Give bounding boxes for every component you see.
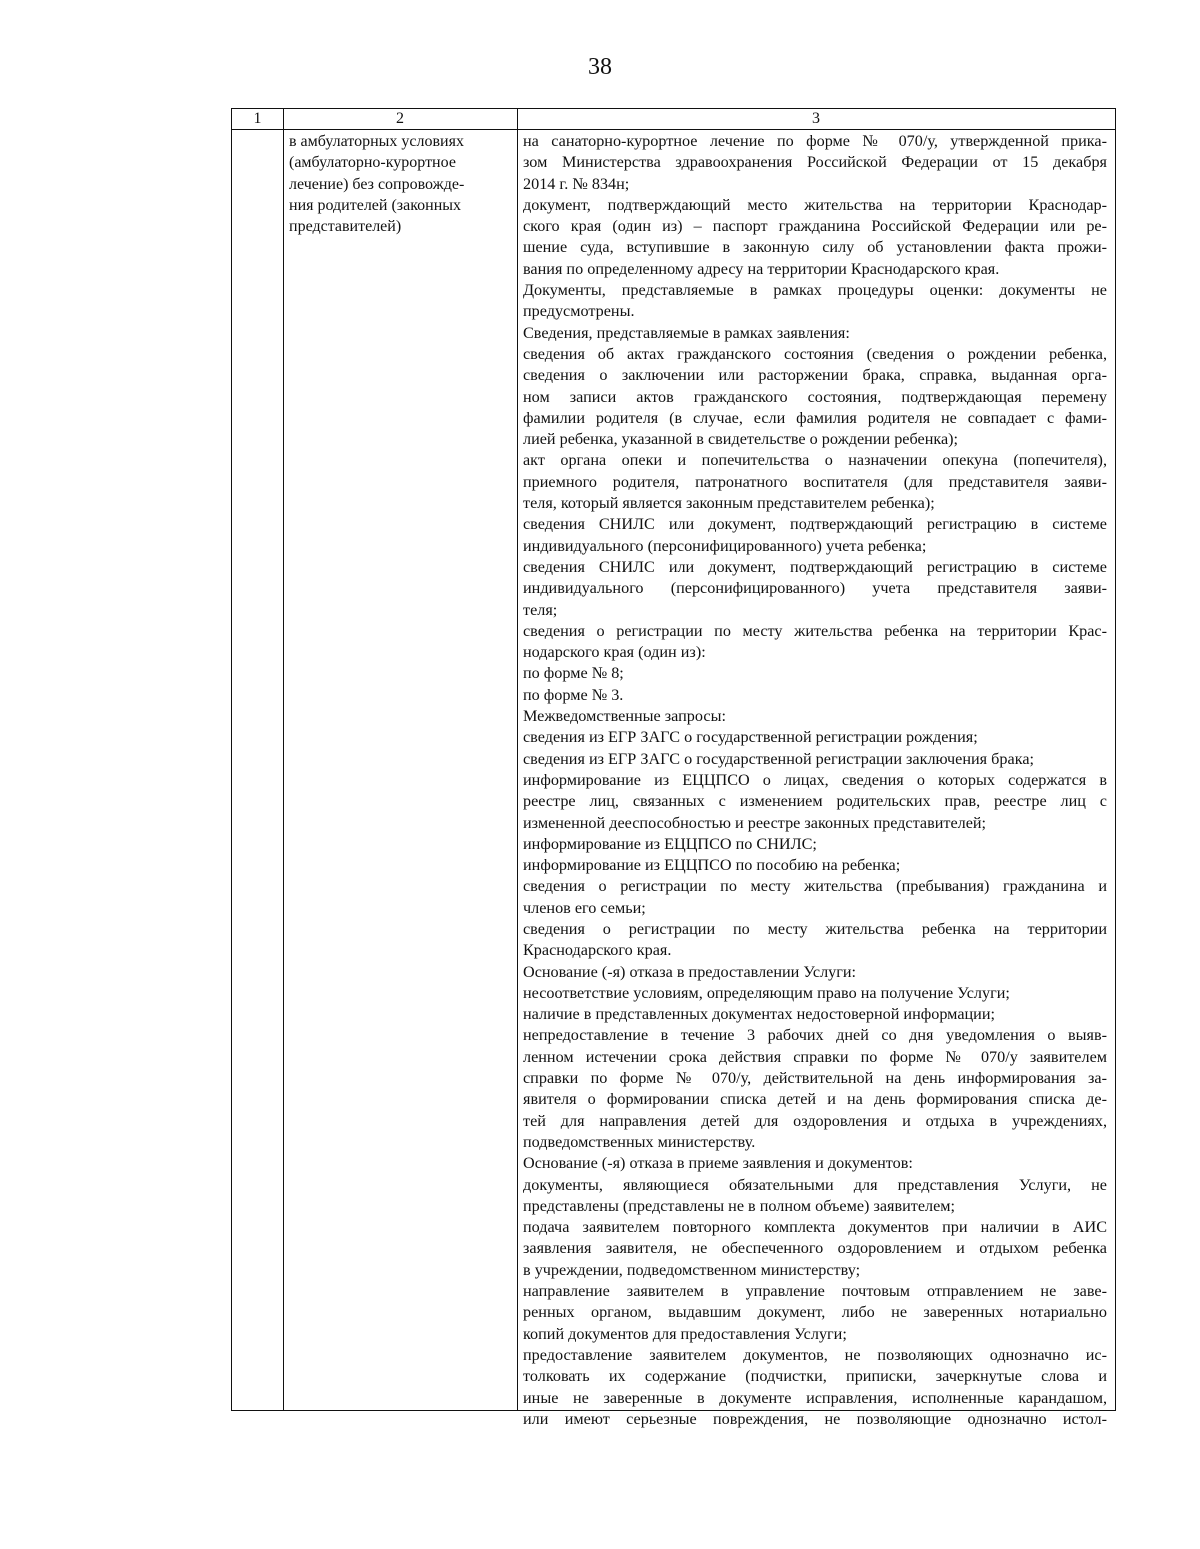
column-3-line: ленном истечении срока действия справки по форме № 070/у заявителем <box>523 1047 1107 1066</box>
column-3-line: ренных органом, выдавшим документ, либо не заверенных нотариально <box>523 1303 1107 1322</box>
header-divider <box>232 129 1115 130</box>
column-3-cell <box>523 131 1107 1430</box>
column-3-line: фамилии родителя (в случае, если фамилия родителя не совпадает с фами- <box>523 408 1107 427</box>
column-2-line: представителей) <box>289 218 402 236</box>
column-header-2: 2 <box>396 110 404 127</box>
column-3-line: явителя о формировании списка детей и на день формирования списка де- <box>523 1090 1107 1109</box>
column-3-line: нодарского края (один из): <box>523 643 706 662</box>
column-3-line: Сведения, представляемые в рамках заявления: <box>523 323 850 342</box>
column-3-line: непредоставление в течение 3 рабочих дней со дня уведомления о выяв- <box>523 1026 1107 1045</box>
column-2-cell <box>289 131 511 237</box>
column-3-line: в учреждении, подведомственном министерству; <box>523 1260 861 1279</box>
column-3-line: членов его семьи; <box>523 898 646 917</box>
column-3-line: 2014 г. № 834н; <box>523 174 630 193</box>
column-3-line: копий документов для предоставления Услуги; <box>523 1324 847 1343</box>
column-3-line: тей для направления детей для оздоровления и отдыха в учреждениях, <box>523 1111 1107 1130</box>
column-3-line: Основание (-я) отказа в предоставлении Услуги: <box>523 962 857 981</box>
column-3-line: индивидуального (персонифицированного) учета ребенка; <box>523 536 927 555</box>
column-3-line: ном записи актов гражданского состояния, подтверждающая перемену <box>523 387 1107 406</box>
column-3-line: приемного родителя, патронатного воспитателя (для представителя заяви- <box>523 472 1107 491</box>
column-3-line: сведения о регистрации по месту жительства (пребывания) гражданина и <box>523 877 1107 896</box>
column-header-3: 3 <box>812 110 820 127</box>
column-3-line: документ, подтверждающий место жительства на территории Краснодар- <box>523 195 1107 214</box>
column-3-line: сведения об актах гражданского состояния (сведения о рождении ребенка, <box>523 344 1107 363</box>
column-3-line: теля, который является законным представителем ребенка); <box>523 494 935 513</box>
column-3-line: по форме № 8; <box>523 664 624 683</box>
column-divider-1 <box>283 109 284 1410</box>
column-header-1: 1 <box>253 110 262 127</box>
document-table <box>231 108 1116 1428</box>
column-3-line: толковать их содержание (подчистки, приписки, зачеркнутые слова и <box>523 1367 1107 1386</box>
column-3-line: шение суда, вступившие в законную силу об установлении факта прожи- <box>523 238 1107 257</box>
column-divider-2 <box>517 109 518 1410</box>
column-3-line: акт органа опеки и попечительства о назначении опекуна (попечителя), <box>523 451 1107 470</box>
column-3-line: подведомственных министерству. <box>523 1132 756 1151</box>
column-3-line: Межведомственные запросы: <box>523 707 726 726</box>
page-number: 38 <box>588 54 612 80</box>
column-3-line: информирование из ЕЦЦПСО по СНИЛС; <box>523 834 817 853</box>
column-3-line: измененной дееспособностью и реестре законных представителей; <box>523 813 987 832</box>
column-3-line: реестре лиц, связанных с изменением родительских прав, реестре лиц с <box>523 792 1107 811</box>
column-3-line: представлены (представлены не в полном объеме) заявителем; <box>523 1196 956 1215</box>
column-3-line: лией ребенка, указанной в свидетельстве о рождении ребенка); <box>523 430 959 449</box>
column-3-line: предоставление заявителем документов, не позволяющих однозначно ис- <box>523 1345 1107 1364</box>
column-3-line: или имеют серьезные повреждения, не позволяющие однозначно истол- <box>523 1409 1107 1428</box>
column-2-line: (амбулаторно-курортное <box>289 154 456 172</box>
column-3-line: на санаторно-курортное лечение по форме № 070/у, утвержденной прика- <box>523 132 1107 150</box>
column-2-line: лечение) без сопровожде- <box>289 175 465 193</box>
column-2-line: в амбулаторных условиях <box>289 133 464 150</box>
column-3-line: справки по форме № 070/у, действительной на день информирования за- <box>523 1069 1107 1088</box>
column-2-line: ния родителей (законных <box>289 196 462 214</box>
column-3-line: сведения СНИЛС или документ, подтверждающий регистрацию в системе <box>523 515 1107 534</box>
column-3-line: иные не заверенные в документе исправления, исполненные карандашом, <box>523 1388 1107 1407</box>
column-3-line: документы, являющиеся обязательными для представления Услуги, не <box>523 1175 1107 1194</box>
column-3-line: Краснодарского края. <box>523 941 672 960</box>
column-3-line: сведения СНИЛС или документ, подтверждающий регистрацию в системе <box>523 557 1107 576</box>
column-3-line: Документы, представляемые в рамках процедуры оценки: документы не <box>523 281 1107 300</box>
column-3-line: сведения о заключении или расторжении брака, справка, выданная орга- <box>523 366 1107 385</box>
column-3-line: вания по определенному адресу на территории Краснодарского края. <box>523 259 1000 278</box>
column-3-line: направление заявителем в управление почтовым отправлением не заве- <box>523 1282 1107 1301</box>
column-3-line: предусмотрены. <box>523 302 635 321</box>
column-3-line: сведения из ЕГР ЗАГС о государственной регистрации рождения; <box>523 728 978 747</box>
column-3-line: сведения о регистрации по месту жительства ребенка на территории Крас- <box>523 621 1107 640</box>
column-3-line: сведения из ЕГР ЗАГС о государственной регистрации заключения брака; <box>523 749 1034 768</box>
column-3-line: подача заявителем повторного комплекта документов при наличии в АИС <box>523 1218 1107 1237</box>
column-3-line: индивидуального (персонифицированного) учета представителя заяви- <box>523 579 1107 598</box>
column-3-line: зом Министерства здравоохранения Российской Федерации от 15 декабря <box>523 153 1107 172</box>
column-3-line: наличие в представленных документах недостоверной информации; <box>523 1005 995 1024</box>
column-3-line: сведения о регистрации по месту жительства ребенка на территории <box>523 919 1107 938</box>
column-3-line: теля; <box>523 600 558 619</box>
column-3-line: заявления заявителя, не обеспеченного оздоровлением и отдыхом ребенка <box>523 1239 1107 1258</box>
column-3-line: ского края (один из) – паспорт гражданина Российской Федерации или ре- <box>523 217 1107 236</box>
column-3-line: информирование из ЕЦЦПСО о лицах, сведения о которых содержатся в <box>523 770 1107 789</box>
column-3-line: несоответствие условиям, определяющим право на получение Услуги; <box>523 983 1010 1002</box>
column-3-line: информирование из ЕЦЦПСО по пособию на ребенка; <box>523 856 901 875</box>
column-3-line: по форме № 3. <box>523 685 624 704</box>
column-3-line: Основание (-я) отказа в приеме заявления и документов: <box>523 1154 913 1173</box>
